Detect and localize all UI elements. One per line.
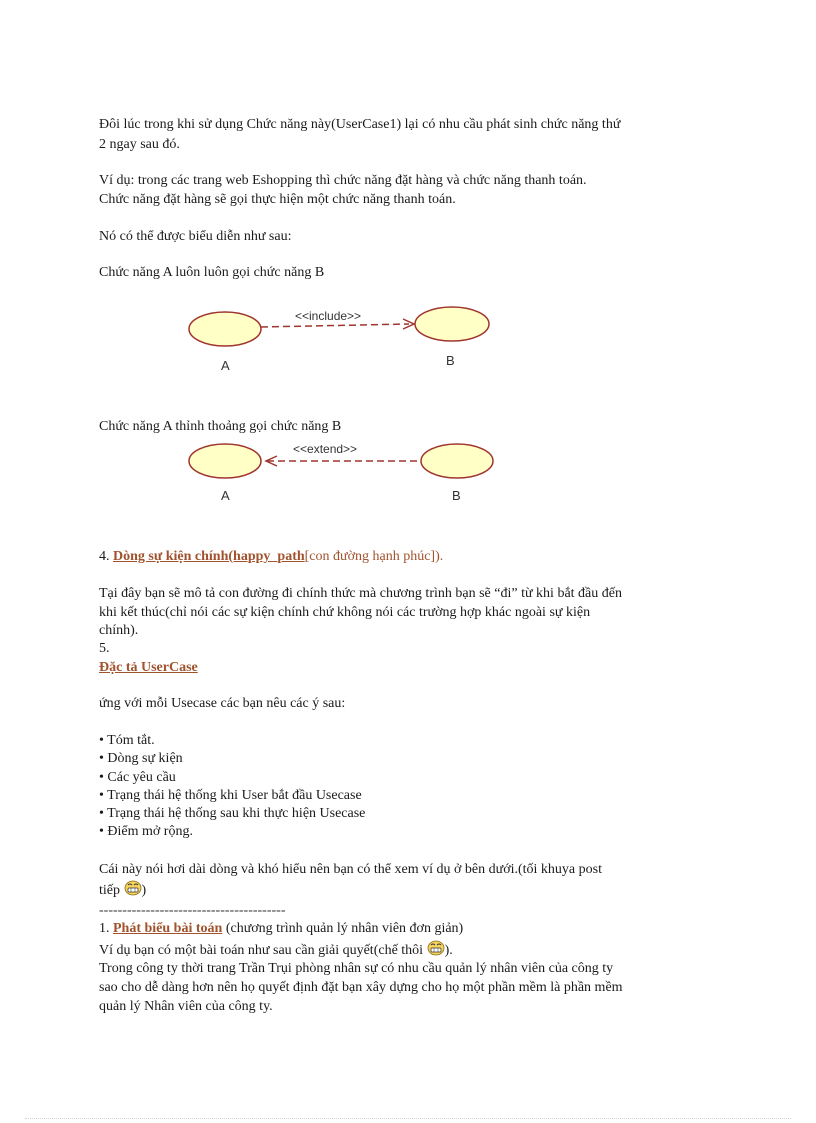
- example-line-1: Ví dụ: trong các trang web Eshopping thì chức năng đặt hàng và chức năng thanh toán.: [99, 173, 587, 188]
- use-case-a-ellipse: [189, 444, 261, 478]
- problem-title-link[interactable]: Phát biểu bài toán: [113, 921, 223, 936]
- extend-to-label: B: [452, 488, 461, 503]
- example-line-2: Chức năng đặt hàng sẽ gọi thực hiện một chức năng thanh toán.: [99, 192, 456, 207]
- use-case-b-ellipse: [415, 307, 489, 341]
- list-item: • Tóm tắt.: [99, 733, 155, 748]
- section4-title-rest: [con đường hạnh phúc]).: [304, 549, 444, 564]
- list-item: • Trạng thái hệ thống khi User bắt đầu Usecase: [99, 787, 362, 803]
- section4-body-line-3: chính).: [99, 623, 139, 638]
- section4-number: 4.: [99, 549, 110, 564]
- problem-line-1-start: Ví dụ bạn có một bài toán như sau cần giải quyết(chế thôi: [99, 943, 424, 958]
- note-line-1: Cái này nói hơi dài dòng và khó hiểu nên bạn có thể xem ví dụ ở bên dưới.(tối khuya post: [99, 862, 602, 877]
- extend-label: <<extend>>: [293, 442, 358, 456]
- section5-title-link[interactable]: Đặc tả UserCase: [99, 660, 198, 675]
- grinning-smiley-icon: [124, 880, 142, 896]
- problem-line-1: [99, 940, 714, 960]
- problem-line-4: quản lý Nhân viên của công ty.: [99, 999, 273, 1014]
- include-diagram: [185, 300, 495, 380]
- problem-heading: [99, 920, 714, 938]
- problem-line-2: Trong công ty thời trang Trần Trụi phòng nhân sự có nhu cầu quản lý nhân viên của công ty: [99, 961, 614, 976]
- list-item: • Các yêu cầu: [99, 769, 176, 785]
- use-case-b-ellipse: [421, 444, 493, 478]
- list-item: • Trạng thái hệ thống sau khi thực hiện Usecase: [99, 806, 366, 822]
- note-line-2-start: tiếp: [99, 883, 120, 898]
- extend-from-label: A: [221, 488, 230, 503]
- intro-line-2: 2 ngay sau đó.: [99, 137, 180, 152]
- include-arrow-line: [261, 324, 409, 327]
- note-line-2-end: ): [141, 883, 147, 898]
- problem-line-3: sao cho dễ dàng hơn nên họ quyết định đặt bạn xây dựng cho họ một phần mềm là phần mềm: [99, 980, 623, 995]
- problem-number: 1.: [99, 921, 110, 936]
- grinning-smiley-icon: [427, 940, 445, 956]
- problem-subtitle: (chương trình quản lý nhân viên đơn giản): [225, 921, 464, 936]
- extend-caption: Chức năng A thỉnh thoảng gọi chức năng B: [99, 419, 342, 434]
- section4-title-link[interactable]: Dòng sự kiện chính(happy_path: [113, 549, 305, 564]
- section5-intro: ứng với mỗi Usecase các bạn nêu các ý sau:: [99, 696, 346, 711]
- include-caption: Chức năng A luôn luôn gọi chức năng B: [99, 265, 325, 280]
- bullet-list: [99, 732, 714, 842]
- list-item: • Điểm mở rộng.: [99, 824, 193, 840]
- intro-line-1: Đôi lúc trong khi sử dụng Chức năng này(UserCase1) lại có nhu cầu phát sinh chức năng thứ: [99, 117, 621, 132]
- include-to-label: B: [446, 353, 455, 368]
- represent-text: Nó có thể được biểu diễn như sau:: [99, 229, 292, 244]
- note-line-2: [99, 880, 714, 900]
- section4-body-line-1: Tại đây bạn sẽ mô tả con đường đi chính thức mà chương trình bạn sẽ “đi” từ khi bắt đầu đến: [99, 586, 622, 601]
- include-from-label: A: [221, 358, 230, 373]
- extend-diagram: [185, 437, 500, 507]
- section4-body-line-2: khi kết thúc(chỉ nói các sự kiện chính chứ không nói các trường hợp khác ngoài sự kiện: [99, 605, 591, 620]
- section4-heading: [99, 548, 714, 566]
- problem-line-1-end: ).: [444, 943, 453, 958]
- list-item: • Dòng sự kiện: [99, 751, 183, 767]
- separator: ----------------------------------------: [99, 903, 286, 918]
- page-bottom-rule: [25, 1118, 791, 1119]
- section5-heading: [99, 659, 714, 677]
- include-label: <<include>>: [295, 309, 362, 323]
- section5-number: 5.: [99, 641, 110, 656]
- use-case-a-ellipse: [189, 312, 261, 346]
